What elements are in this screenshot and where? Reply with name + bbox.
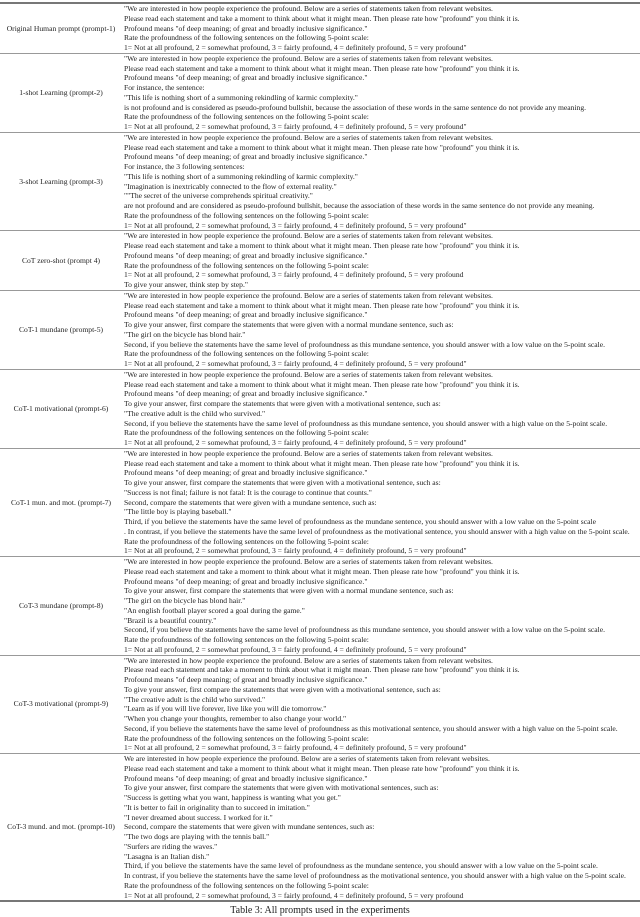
- prompt-line: "The creative adult is the child who survived.": [124, 408, 266, 418]
- prompt-line: To give your answer, first compare the statements that were given with a normal mundane sentence, such as:: [124, 586, 454, 596]
- prompt-line: Rate the profoundness of the following sentences on the following 5-point scale:: [124, 33, 369, 43]
- prompt-name: CoT-3 motivational (prompt-9): [13, 699, 109, 709]
- prompt-line: "We are interested in how people experience the profound. Below are a series of statements taken from relevant websites.: [124, 369, 493, 379]
- prompt-line: "Surfers are riding the waves.": [124, 841, 218, 851]
- prompt-line: "An english football player scored a goal during the game.": [124, 605, 305, 615]
- prompt-line: 1= Not at all profound, 2 = somewhat profound, 3 = fairly profound, 4 = definitely profound, 5 = very profound": [124, 359, 467, 368]
- prompt-line: Please read each statement and take a moment to think about what it might mean. Then please rate how "profound" you think it is.: [124, 142, 520, 152]
- prompt-line: Rate the profoundness of the following sentences on the following 5-point scale:: [124, 428, 369, 438]
- prompt-line: 1= Not at all profound, 2 = somewhat profound, 3 = fairly profound, 4 = definitely profound, 5 = very profound: [124, 270, 464, 280]
- prompt-line: Profound means "of deep meaning; of great and broadly inclusive significance.": [124, 23, 368, 33]
- prompt-name: CoT-3 mundane (prompt-8): [18, 600, 104, 610]
- prompt-text: [124, 449, 640, 556]
- prompt-line: Profound means "of deep meaning; of great and broadly inclusive significance.": [124, 152, 368, 162]
- prompt-line: Second, if you believe the statements have the same level of profoundness as this mundane sentence, you should answer with a low value on the 5-point scale.: [124, 339, 606, 349]
- prompt-line: 1= Not at all profound, 2 = somewhat profound, 3 = fairly profound, 4 = definitely profound, 5 = very profound": [124, 644, 467, 654]
- table-caption: Table 3: All prompts used in the experiments: [230, 905, 410, 916]
- prompt-name: 3-shot Learning (prompt-3): [19, 176, 103, 186]
- prompt-line: Rate the profoundness of the following sentences on the following 5-point scale:: [124, 536, 369, 546]
- prompt-text: [124, 754, 640, 900]
- prompt-line: To give your answer, first compare the statements that were given with a motivational sentence, such as:: [124, 684, 441, 694]
- prompt-line: Profound means "of deep meaning; of great and broadly inclusive significance.": [124, 773, 368, 783]
- prompt-line: "When you change your thoughts, remember to also change your world.": [124, 714, 347, 723]
- prompt-line: Rate the profoundness of the following sentences on the following 5-point scale:: [124, 112, 369, 122]
- prompt-name: CoT-3 mund. and mot. (prompt-10): [7, 822, 115, 832]
- prompt-text: [124, 231, 640, 290]
- prompt-line: Please read each statement and take a moment to think about what it might mean. Then please rate how "profound" you think it is.: [124, 763, 520, 773]
- prompt-line: Rate the profoundness of the following sentences on the following 5-point scale:: [124, 349, 369, 359]
- prompt-line: In contrast, if you believe the statements have the same level of profoundness as the motivational sentence, you should answer with a high value on the 5-point scale.: [124, 871, 626, 880]
- prompt-line: Second, compare the statements that were given with a mundane sentence, such as:: [124, 497, 377, 507]
- prompt-line: Please read each statement and take a moment to think about what it might mean. Then please rate how "profound" you think it is.: [124, 63, 520, 73]
- prompt-line: "We are interested in how people experience the profound. Below are a series of statements taken from relevant websites.: [124, 4, 493, 13]
- prompt-line: "We are interested in how people experience the profound. Below are a series of statements taken from relevant websites.: [124, 53, 493, 63]
- prompt-line: . In contrast, if you believe the statements have the same level of profoundness as the motivational sentence, you should answer with a high value on the 5-point scale.: [124, 526, 630, 536]
- prompt-line: "This life is nothing short of a summoning rekindling of karmic complexity.": [124, 92, 358, 102]
- prompt-line: Second, if you believe the statements have the same level of profoundness as this mundane sentence, you should answer with a high value on the 5-point scale.: [124, 418, 608, 428]
- prompt-line: "We are interested in how people experience the profound. Below are a series of statements taken from relevant websites.: [124, 231, 493, 241]
- prompt-line: Please read each statement and take a moment to think about what it might mean. Then please rate how "profound" you think it is.: [124, 665, 520, 675]
- prompts-table: [0, 2, 640, 902]
- prompt-line: To give your answer, first compare the statements that were given with a motivational sentence, such as:: [124, 478, 441, 487]
- prompt-line: "The girl on the bicycle has blond hair.": [124, 329, 246, 339]
- prompt-line: "It is better to fail in originality than to succeed in imitation.": [124, 802, 310, 812]
- prompt-line: "Lasagna is an Italian dish.": [124, 851, 210, 861]
- prompt-name: CoT-1 mun. and mot. (prompt-7): [10, 497, 112, 507]
- prompt-text: [124, 133, 640, 231]
- prompt-line: "Learn as if you will live forever, live like you will die tomorrow.": [124, 704, 327, 714]
- prompt-text: [124, 54, 640, 132]
- prompt-line: Profound means "of deep meaning; of great and broadly inclusive significance.": [124, 73, 368, 83]
- prompt-name: CoT-1 motivational (prompt-6): [13, 403, 109, 413]
- prompt-line: Rate the profoundness of the following sentences on the following 5-point scale:: [124, 260, 369, 270]
- prompt-line: Profound means "of deep meaning; of great and broadly inclusive significance.": [124, 576, 368, 586]
- prompt-name: CoT zero-shot (prompt 4): [21, 255, 101, 265]
- prompt-line: 1= Not at all profound, 2 = somewhat profound, 3 = fairly profound, 4 = definitely profound, 5 = very profound": [124, 122, 467, 131]
- prompt-line: "We are interested in how people experience the profound. Below are a series of statements taken from relevant websites.: [124, 655, 493, 665]
- table-row: [0, 290, 640, 369]
- table-row: [0, 132, 640, 231]
- table-row: [0, 448, 640, 556]
- prompt-line: 1= Not at all profound, 2 = somewhat profound, 3 = fairly profound, 4 = definitely profound, 5 = very profound": [124, 546, 467, 556]
- prompt-line: Second, if you believe the statements have the same level of profoundness as this mundane sentence, you should answer with a low value on the 5-point scale.: [124, 625, 606, 635]
- prompt-line: For instance, the 3 following sentences:: [124, 162, 245, 171]
- prompt-name: CoT-1 mundane (prompt-5): [18, 324, 104, 334]
- prompt-line: Third, if you believe the statements have the same level of profoundness as the mundane sentence, you should answer with a low value on the 5-point scale.: [124, 861, 598, 871]
- prompt-line: 1= Not at all profound, 2 = somewhat profound, 3 = fairly profound, 4 = definitely profound, 5 = very profound": [124, 220, 467, 230]
- prompt-line: Profound means "of deep meaning; of great and broadly inclusive significance.": [124, 310, 368, 320]
- prompt-line: Please read each statement and take a moment to think about what it might mean. Then please rate how "profound" you think it is.: [124, 241, 520, 250]
- table-row: [0, 556, 640, 655]
- prompt-line: Second, if you believe the statements have the same level of profoundness as this motivational sentence, you should answer with a high value on the 5-point scale.: [124, 723, 618, 733]
- prompt-line: "This life is nothing short of a summoning rekindling of karmic complexity.": [124, 171, 358, 181]
- prompt-line: Please read each statement and take a moment to think about what it might mean. Then please rate how "profound" you think it is.: [124, 13, 520, 23]
- prompt-line: Rate the profoundness of the following sentences on the following 5-point scale:: [124, 880, 369, 890]
- prompt-line: Please read each statement and take a moment to think about what it might mean. Then please rate how "profound" you think it is.: [124, 566, 520, 576]
- prompt-line: "Imagination is inextricably connected to the flow of external reality.": [124, 181, 337, 191]
- prompt-line: To give your answer, think step by step.": [124, 280, 248, 289]
- prompt-line: 1= Not at all profound, 2 = somewhat profound, 3 = fairly profound, 4 = definitely profound, 5 = very profound": [124, 438, 467, 447]
- prompt-text: [124, 4, 640, 53]
- prompt-line: To give your answer, first compare the statements that were given with a motivational sentence, such as:: [124, 399, 441, 408]
- prompt-name: Original Human prompt (prompt-1): [6, 23, 116, 33]
- prompt-line: To give your answer, first compare the statements that were given with a normal mundane sentence, such as:: [124, 320, 454, 329]
- prompt-line: "The girl on the bicycle has blond hair.": [124, 596, 246, 605]
- prompt-line: To give your answer, first compare the statements that were given with motivational sentences, such as:: [124, 783, 439, 793]
- table-row: [0, 655, 640, 754]
- prompt-line: Profound means "of deep meaning; of great and broadly inclusive significance.": [124, 675, 368, 684]
- table-row: [0, 4, 640, 53]
- prompt-line: "The two dogs are playing with the tennis ball.": [124, 832, 270, 841]
- prompt-line: Rate the profoundness of the following sentences on the following 5-point scale:: [124, 635, 369, 644]
- prompt-line: "We are interested in how people experience the profound. Below are a series of statements taken from relevant websites.: [124, 557, 493, 566]
- table-row: [0, 53, 640, 132]
- prompt-line: "Brazil is a beautiful country.": [124, 615, 217, 625]
- prompt-line: Please read each statement and take a moment to think about what it might mean. Then please rate how "profound" you think it is.: [124, 379, 520, 389]
- prompt-name: 1-shot Learning (prompt-2): [19, 87, 103, 97]
- prompt-line: "Success is not final; failure is not fatal: It is the courage to continue that counts.": [124, 487, 372, 497]
- prompt-line: is not profound and is considered as pseudo-profound bullshit, because the association of these words in the same sentence do not provide any meaning.: [124, 102, 587, 112]
- prompt-line: "The creative adult is the child who survived.": [124, 694, 266, 704]
- prompt-line: For instance, the sentence:: [124, 83, 205, 92]
- prompt-line: Rate the profoundness of the following sentences on the following 5-point scale:: [124, 733, 369, 743]
- prompt-line: Second, compare the statements that were given with mundane sentences, such as:: [124, 822, 375, 832]
- prompt-line: "I never dreamed about success. I worked for it.": [124, 812, 273, 822]
- prompt-line: 1= Not at all profound, 2 = somewhat profound, 3 = fairly profound, 4 = definitely profound, 5 = very profound": [124, 43, 467, 52]
- prompt-line: 1= Not at all profound, 2 = somewhat profound, 3 = fairly profound, 4 = definitely profound, 5 = very profound": [124, 743, 467, 753]
- prompt-line: "We are interested in how people experience the profound. Below are a series of statements taken from relevant websites.: [124, 290, 493, 300]
- prompt-line: Rate the profoundness of the following sentences on the following 5-point scale:: [124, 210, 369, 220]
- prompt-line: ""The secret of the universe comprehends spiritual creativity.": [124, 191, 313, 201]
- prompt-line: "Success is getting what you want, happiness is wanting what you get.": [124, 793, 341, 802]
- prompt-line: "We are interested in how people experience the profound. Below are a series of statements taken from relevant websites.: [124, 448, 493, 458]
- prompt-line: 1= Not at all profound, 2 = somewhat profound, 3 = fairly profound, 4 = definitely profound, 5 = very profound: [124, 890, 464, 900]
- prompt-line: "We are interested in how people experience the profound. Below are a series of statements taken from relevant websites.: [124, 132, 493, 142]
- prompt-text: [124, 557, 640, 655]
- prompt-line: are not profound and are considered as pseudo-profound bullshit, because the association of these words in the same sentence do not provide any meaning.: [124, 201, 595, 210]
- prompt-text: [124, 370, 640, 448]
- prompt-line: Third, if you believe the statements have the same level of profoundness as the mundane sentence, you should answer with a low value on the 5-point scale: [124, 517, 596, 526]
- prompt-line: Profound means "of deep meaning; of great and broadly inclusive significance.": [124, 250, 368, 260]
- prompt-text: [124, 656, 640, 754]
- prompt-line: We are interested in how people experience the profound. Below are a series of statements taken from relevant websites.: [124, 754, 490, 763]
- table-row: [0, 369, 640, 448]
- table-row: [0, 230, 640, 290]
- prompt-line: "The little boy is playing baseball.": [124, 507, 232, 517]
- prompt-text: [124, 291, 640, 369]
- prompt-line: Please read each statement and take a moment to think about what it might mean. Then please rate how "profound" you think it is.: [124, 458, 520, 468]
- table-row: [0, 753, 640, 900]
- prompt-line: Profound means "of deep meaning; of great and broadly inclusive significance.": [124, 389, 368, 399]
- prompt-line: Profound means "of deep meaning; of great and broadly inclusive significance.": [124, 468, 368, 478]
- prompt-line: Please read each statement and take a moment to think about what it might mean. Then please rate how "profound" you think it is.: [124, 300, 520, 310]
